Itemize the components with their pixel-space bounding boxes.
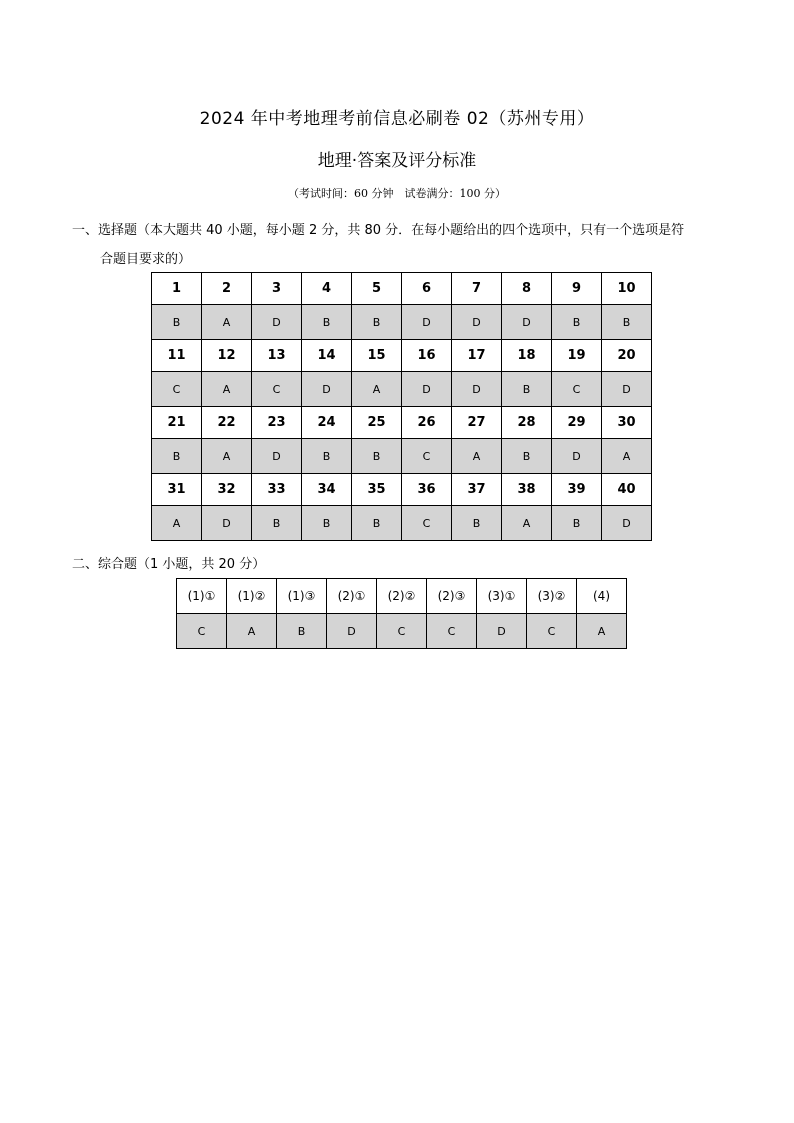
answer-cell: D <box>452 372 502 407</box>
section-choice-heading-line2: 合题目要求的） <box>100 252 192 267</box>
answer-cell: B <box>352 439 402 474</box>
answer-cell: B <box>552 506 602 541</box>
answer-cell: B <box>552 305 602 340</box>
question-number-cell: (1)③ <box>277 579 327 614</box>
answer-cell: C <box>252 372 302 407</box>
question-number-cell: 38 <box>502 474 552 506</box>
answer-cell: D <box>552 439 602 474</box>
question-number-cell: 4 <box>302 273 352 305</box>
document-title: 2024 年中考地理考前信息必刷卷 02（苏州专用） <box>199 109 595 129</box>
question-number-cell: 29 <box>552 407 602 439</box>
answer-cell: D <box>477 614 527 649</box>
answer-cell: D <box>302 372 352 407</box>
question-number-cell: 5 <box>352 273 402 305</box>
answer-cell: C <box>427 614 477 649</box>
answer-cell: A <box>452 439 502 474</box>
question-number-cell: 15 <box>352 340 402 372</box>
question-number-cell: (3)① <box>477 579 527 614</box>
question-number-cell: 19 <box>552 340 602 372</box>
question-number-cell: 34 <box>302 474 352 506</box>
question-number-cell: 3 <box>252 273 302 305</box>
answer-cell: D <box>202 506 252 541</box>
exam-meta: （考试时间：60 分钟 试卷满分：100 分） <box>288 187 506 200</box>
question-number-cell: 35 <box>352 474 402 506</box>
question-number-cell: 39 <box>552 474 602 506</box>
question-number-row <box>152 273 652 305</box>
question-number-cell: 6 <box>402 273 452 305</box>
question-number-cell: 26 <box>402 407 452 439</box>
answer-cell: B <box>352 506 402 541</box>
question-number-cell: 18 <box>502 340 552 372</box>
answer-cell: C <box>152 372 202 407</box>
answer-cell: A <box>202 305 252 340</box>
answer-cell: A <box>202 372 252 407</box>
answer-cell: B <box>502 372 552 407</box>
document-subtitle: 地理·答案及评分标准 <box>317 151 477 171</box>
answer-cell: D <box>252 305 302 340</box>
question-number-cell: 27 <box>452 407 502 439</box>
answer-cell: B <box>302 506 352 541</box>
answer-cell: C <box>552 372 602 407</box>
answer-cell: A <box>152 506 202 541</box>
answer-cell: B <box>252 506 302 541</box>
question-number-cell: 8 <box>502 273 552 305</box>
question-number-cell: 10 <box>602 273 652 305</box>
answer-cell: C <box>402 506 452 541</box>
section-choice-heading-line1: 一、选择题（本大题共 40 小题，每小题 2 分，共 80 分．在每小题给出的四个选项中，只有一个选项是符 <box>72 223 685 238</box>
answer-cell: B <box>352 305 402 340</box>
answer-cell: A <box>602 439 652 474</box>
question-number-cell: (1)② <box>227 579 277 614</box>
answer-row <box>152 439 652 474</box>
answer-cell: B <box>277 614 327 649</box>
question-number-cell: 22 <box>202 407 252 439</box>
answer-cell: B <box>502 439 552 474</box>
answer-row <box>152 372 652 407</box>
question-number-cell: 9 <box>552 273 602 305</box>
section-comprehensive-heading: 二、综合题（1 小题，共 20 分） <box>72 557 266 572</box>
answer-cell: B <box>152 439 202 474</box>
answer-cell: B <box>452 506 502 541</box>
question-number-cell: 31 <box>152 474 202 506</box>
question-number-cell: 37 <box>452 474 502 506</box>
question-number-cell: 14 <box>302 340 352 372</box>
question-number-cell: (2)③ <box>427 579 477 614</box>
answer-cell: B <box>302 439 352 474</box>
answer-cell: C <box>527 614 577 649</box>
question-number-cell: 33 <box>252 474 302 506</box>
question-number-row <box>152 407 652 439</box>
section-choice-heading <box>72 216 732 274</box>
question-number-cell: 28 <box>502 407 552 439</box>
question-number-cell: (1)① <box>177 579 227 614</box>
answer-cell: C <box>377 614 427 649</box>
answer-row <box>152 305 652 340</box>
question-number-cell: 32 <box>202 474 252 506</box>
answer-row <box>152 506 652 541</box>
question-number-cell: 12 <box>202 340 252 372</box>
answer-cell: B <box>602 305 652 340</box>
question-number-cell: (3)② <box>527 579 577 614</box>
answer-cell: D <box>402 372 452 407</box>
question-number-row <box>177 579 627 614</box>
question-number-cell: 2 <box>202 273 252 305</box>
answer-row <box>177 614 627 649</box>
answer-cell: D <box>402 305 452 340</box>
question-number-row <box>152 340 652 372</box>
answer-cell: D <box>602 506 652 541</box>
question-number-cell: 17 <box>452 340 502 372</box>
answer-cell: A <box>502 506 552 541</box>
answer-cell: A <box>227 614 277 649</box>
answer-cell: B <box>152 305 202 340</box>
question-number-cell: (2)② <box>377 579 427 614</box>
question-number-cell: 7 <box>452 273 502 305</box>
question-number-cell: 23 <box>252 407 302 439</box>
question-number-cell: 25 <box>352 407 402 439</box>
question-number-cell: 1 <box>152 273 202 305</box>
answer-cell: D <box>452 305 502 340</box>
answer-cell: D <box>602 372 652 407</box>
question-number-cell: 11 <box>152 340 202 372</box>
question-number-cell: 21 <box>152 407 202 439</box>
question-number-cell: 13 <box>252 340 302 372</box>
question-number-cell: 36 <box>402 474 452 506</box>
answer-cell: A <box>352 372 402 407</box>
answer-cell: D <box>502 305 552 340</box>
answer-cell: B <box>302 305 352 340</box>
comprehensive-answer-table <box>176 578 627 649</box>
question-number-cell: (2)① <box>327 579 377 614</box>
answer-cell: D <box>252 439 302 474</box>
question-number-cell: 20 <box>602 340 652 372</box>
question-number-row <box>152 474 652 506</box>
question-number-cell: 30 <box>602 407 652 439</box>
question-number-cell: 16 <box>402 340 452 372</box>
answer-cell: C <box>402 439 452 474</box>
choice-answer-table <box>151 272 652 541</box>
question-number-cell: 24 <box>302 407 352 439</box>
question-number-cell: 40 <box>602 474 652 506</box>
answer-cell: A <box>202 439 252 474</box>
question-number-cell: (4) <box>577 579 627 614</box>
answer-cell: C <box>177 614 227 649</box>
answer-cell: D <box>327 614 377 649</box>
answer-cell: A <box>577 614 627 649</box>
